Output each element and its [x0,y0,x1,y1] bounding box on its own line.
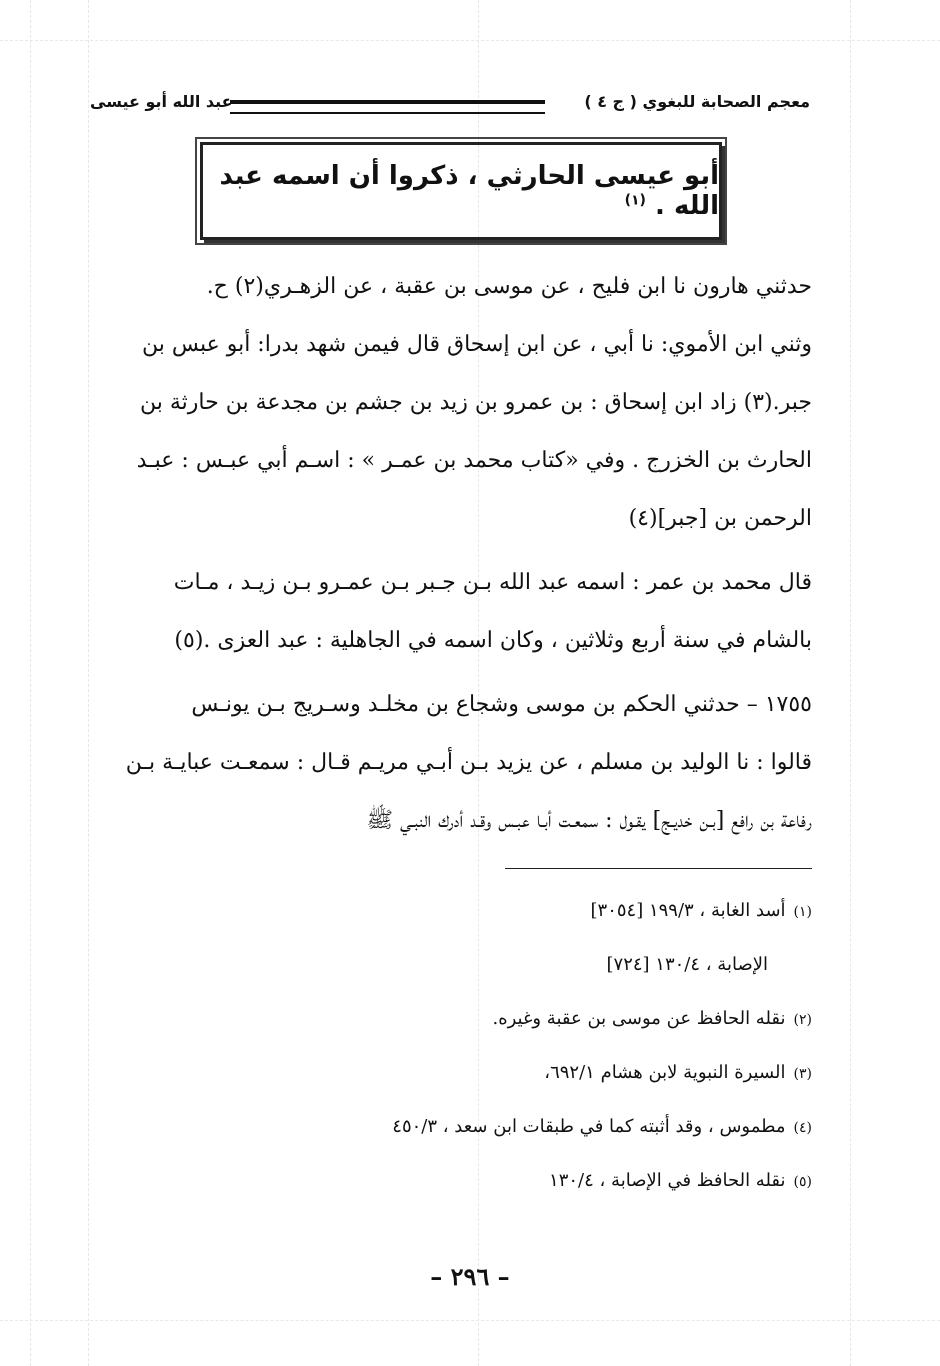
footnote-number: (٣) [793,1066,812,1082]
footnote [300,938,812,992]
footnote [300,1154,812,1208]
footnotes [300,884,812,1208]
footnote-number: (١) [793,904,812,920]
footnote-number: (٢) [793,1012,812,1028]
guide-line [850,0,851,1366]
paragraph-2 [90,554,812,670]
text-line: الحارث بن الخزرج . وفي «كتاب محمد بن عمـر » : اسـم أبي عبـس : عبـد [136,448,812,473]
text-line: وثني ابن الأموي: نا أبي ، عن ابن إسحاق قال فيمن شهد بدرا: أبو عبس بن [142,332,812,357]
footnote-divider [505,868,812,869]
text-line: قالوا : نا الوليد بن مسلم ، عن يزيد بـن أبـي مريـم قـال : سمعـت عبايـة بـن [125,750,812,775]
footnote [300,1100,812,1154]
paragraph-3 [90,676,812,850]
footnote-number: (٤) [793,1120,812,1136]
footnote [300,1046,812,1100]
header-right-text: معجم الصحابة للبغوي ( ج ٤ ) [584,92,810,111]
text-line: رفاعة بن رافع [بـن خديـج] يقـول : سمعـت أبـا عبـس وقـد أدرك النبـي ﷺ [366,808,812,833]
page-number: – ٢٩٦ – [430,1262,510,1291]
guide-line [88,0,89,1366]
text-line: حدثني هارون نا ابن فليح ، عن موسى بن عقبة ، عن الزهـري(٢) ح. [206,274,812,299]
title-box [200,142,722,240]
footnote [300,884,812,938]
footnote-text: نقله الحافظ في الإصابة ، ١٣٠/٤ [549,1170,786,1191]
text-line: بالشام في سنة أربع وثلاثين ، وكان اسمه في الجاهلية : عبد العزى .(٥) [174,628,812,653]
header-rule [230,100,545,114]
footnote-text: الإصابة ، ١٣٠/٤ [٧٢٤] [606,954,768,975]
text-line: قال محمد بن عمر : اسمه عبد الله بـن جـبر بـن عمـرو بـن زيـد ، مـات [173,570,812,595]
running-header [90,88,810,118]
footnote-text: مطموس ، وقد أثبته كما في طبقات ابن سعد ، ٤٥٠/٣ [392,1116,786,1137]
header-left-text: عبد الله أبو عيسى [90,92,233,111]
title-footnote-ref: (١) [624,192,646,209]
footnote-number: (٥) [793,1174,812,1190]
guide-line [30,0,31,1366]
entry-title [203,161,719,221]
footnote-text: أسد الغابة ، ١٩٩/٣ [٣٠٥٤] [590,900,786,921]
guide-line [0,40,940,41]
footnote-text: نقله الحافظ عن موسى بن عقبة وغيره. [492,1008,786,1029]
main-text [90,258,812,856]
guide-line [0,1320,940,1321]
footnote-text: السيرة النبوية لابن هشام ٦٩٢/١، [544,1062,786,1083]
text-line: ١٧٥٥ – حدثني الحكم بن موسى وشجاع بن مخلـد وسـريج بـن يونـس [191,692,812,717]
text-line: جبر.(٣) زاد ابن إسحاق : بن عمرو بن زيد بن جشم بن مجدعة بن حارثة بن [140,390,812,415]
text-line: الرحمن بن [جبر](٤) [628,506,812,531]
paragraph-1 [90,258,812,548]
title-text: أبو عيسى الحارثي ، ذكروا أن اسمه عبد الله . [219,161,719,221]
footnote [300,992,812,1046]
